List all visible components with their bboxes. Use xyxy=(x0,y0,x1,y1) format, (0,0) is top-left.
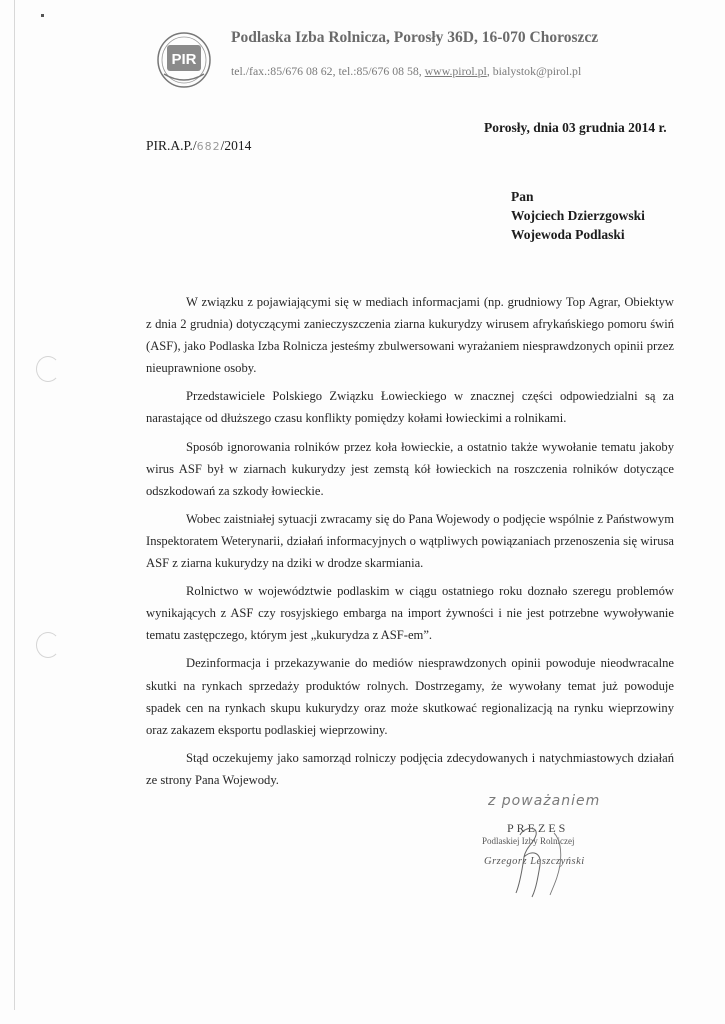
scan-speck xyxy=(41,14,44,17)
body-paragraph-6: Dezinformacja i przekazywanie do mediów niesprawdzonych opinii powoduje nieodwracalne skutki na rynkach sprzedaży produktów rolnych. Dostrzegamy, że wywołany temat już powoduje spadek cen na rynkach skupu kukurydzy oraz może skutkować regionalizacją na rynku wieprzowiny oraz zakazem eksportu podlaskiej wieprzowiny. xyxy=(146,656,674,737)
reference-handwritten-number: 682 xyxy=(196,140,221,153)
punch-hole-bottom xyxy=(36,632,60,658)
stamp-title: PREZES xyxy=(507,821,569,835)
body-paragraph-2: Przedstawiciele Polskiego Związku Łowieckiego w znacznej części odpowiedzialni są za narastające od dłuższego czasu konflikty pomiędzy kołami łowieckimi a rolnikami. xyxy=(146,389,674,426)
addressee-block xyxy=(511,187,645,244)
handwritten-closing: z poważaniem xyxy=(488,793,601,809)
date-line: Porosły, dnia 03 grudnia 2014 r. xyxy=(484,120,667,135)
reference-prefix: PIR.A.P./ xyxy=(146,138,197,153)
body-paragraph-7: Stąd oczekujemy jako samorząd rolniczy podjęcia zdecydowanych i natychmiastowych działań ze strony Pana Wojewody. xyxy=(146,750,674,787)
website-link[interactable]: www.pirol.pl xyxy=(424,64,487,78)
reference-number xyxy=(146,138,251,154)
punch-hole-top xyxy=(36,356,60,382)
letter-body xyxy=(146,291,674,797)
body-paragraph-4: Wobec zaistniałej sytuacji zwracamy się do Pana Wojewody o podjęcie wspólnie z Państwowym Inspektoratem Weterynarii, działań informacyjnych o wątpliwych powiązaniach przenoszenia się wirusa ASF z ziarna kukurydzy na dziki w drodze skarmiania. xyxy=(146,511,674,571)
stamp-name: Grzegorz Leszczyński xyxy=(484,856,585,867)
contact-email: , bialystok@pirol.pl xyxy=(486,64,582,78)
contact-phones: tel./fax.:85/676 08 62, tel.:85/676 08 58, xyxy=(231,64,425,78)
body-paragraph-3: Sposób ignorowania rolników przez koła łowieckie, a ostatnio także wywołanie tematu jakoby wirus ASF był w ziarnach kukurydzy jest zemstą kół łowieckich na roszczenia rolników dotyczące odszkodowań za szkody łowieckie. xyxy=(146,439,674,498)
addressee-name: Wojciech Dzierzgowski xyxy=(511,208,645,223)
letterhead-contact xyxy=(231,64,711,79)
letterhead-organization: Podlaska Izba Rolnicza, Porosły 36D, 16-070 Choroszcz xyxy=(231,29,599,46)
logo-lettering: PIR xyxy=(171,51,197,68)
scan-edge-line xyxy=(14,0,15,1010)
reference-suffix: /2014 xyxy=(220,138,252,153)
stamp-organization: Podlaskiej Izby Rolniczej xyxy=(482,836,575,846)
addressee-title: Wojewoda Podlaski xyxy=(511,227,625,242)
body-paragraph-5: Rolnictwo w województwie podlaskim w ciągu ostatniego roku doznało szeregu problemów wynikających z ASF czy rosyjskiego embarga na import żywności i nie jest potrzebne wywoływanie tematu zastępczego, którym jest „kukurydza z ASF-em”. xyxy=(146,584,674,643)
handwritten-signature xyxy=(480,805,630,905)
addressee-salutation: Pan xyxy=(511,189,534,204)
body-paragraph-1: W związku z pojawiającymi się w mediach informacjami (np. grudniowy Top Agrar, Obiektyw z dnia 2 grudnia) dotyczącymi zanieczyszczenia ziarna kukurydzy wirusem afrykańskiego pomoru świń (ASF), jako Podlaska Izba Rolnicza jesteśmy zbulwersowani wyrażaniem niesprawdzonych opinii przez nieuprawnione osoby. xyxy=(146,295,674,376)
chamber-logo xyxy=(156,30,212,88)
